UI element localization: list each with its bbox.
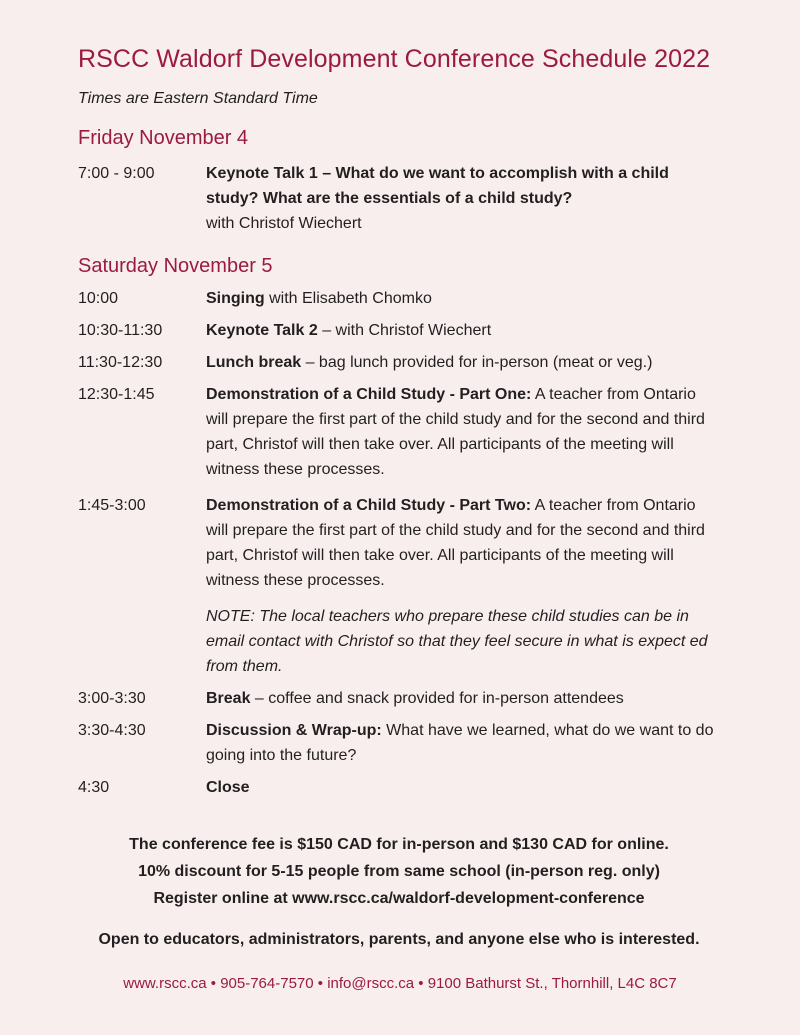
schedule-detail: with Elisabeth Chomko (264, 290, 432, 307)
schedule-description (206, 718, 720, 768)
schedule-title: Demonstration of a Child Study - Part One: (206, 386, 532, 403)
schedule-detail: – coffee and snack provided for in-person attendees (250, 690, 624, 707)
schedule-description (206, 493, 720, 593)
schedule-time: 10:30-11:30 (78, 322, 163, 339)
schedule-title: Keynote Talk 2 (206, 322, 318, 339)
schedule-time: 4:30 (78, 779, 110, 796)
schedule-note-row (78, 604, 720, 679)
schedule-row (78, 382, 720, 482)
schedule-description (206, 350, 720, 375)
audience-note: Open to educators, administrators, parents, and anyone else who is interested. (98, 931, 700, 948)
schedule-description (206, 286, 720, 311)
schedule-row (78, 775, 720, 800)
register-line: Register online at www.rscc.ca/waldorf-development-conference (153, 890, 645, 907)
schedule-row (78, 161, 720, 236)
schedule-row (78, 318, 720, 343)
schedule-time: 3:00-3:30 (78, 690, 146, 707)
fee-line: The conference fee is $150 CAD for in-person and $130 CAD for online. (129, 836, 669, 853)
schedule-detail: – with Christof Wiechert (317, 322, 492, 339)
saturday-heading: Saturday November 5 (78, 255, 273, 277)
schedule-description (206, 161, 720, 236)
schedule-detail: What have we learned, what do we want to do going into the future? (206, 722, 714, 764)
schedule-title: Discussion & Wrap-up: (206, 722, 382, 739)
schedule-time: 11:30-12:30 (78, 354, 163, 371)
schedule-time: 12:30-1:45 (78, 386, 155, 403)
schedule-row (78, 286, 720, 311)
schedule-description (206, 318, 720, 343)
discount-line: 10% discount for 5-15 people from same school (in-person reg. only) (138, 863, 660, 880)
fee-info (78, 831, 720, 912)
friday-heading: Friday November 4 (78, 127, 249, 149)
schedule-row (78, 350, 720, 375)
schedule-detail: A teacher from Ontario will prepare the first part of the child study and for the second and third part, Christof will then take over. All participants of the meeting will witness these processes. (206, 497, 705, 589)
timezone-note: Times are Eastern Standard Time (78, 90, 318, 107)
schedule-row (78, 718, 720, 768)
schedule-time: 7:00 - 9:00 (78, 165, 155, 182)
schedule-time: 1:45-3:00 (78, 497, 146, 514)
schedule-description (206, 382, 720, 482)
schedule-title: Break (206, 690, 251, 707)
schedule-description (206, 775, 720, 800)
schedule-title: Singing (206, 290, 265, 307)
schedule-detail: – bag lunch provided for in-person (meat or veg.) (301, 354, 653, 371)
page-title: RSCC Waldorf Development Conference Schedule 2022 (78, 45, 711, 73)
schedule-time: 3:30-4:30 (78, 722, 146, 739)
schedule-detail: A teacher from Ontario will prepare the first part of the child study and for the second and third part, Christof will then take over. All participants of the meeting will witness these processes. (206, 386, 705, 478)
schedule-description (206, 686, 720, 711)
schedule-time: 10:00 (78, 290, 119, 307)
schedule-note: NOTE: The local teachers who prepare these child studies can be in email contact with Christof so that they feel secure in what is expect ed from them. (206, 608, 708, 675)
schedule-row (78, 686, 720, 711)
schedule-title: Keynote Talk 1 – What do we want to accomplish with a child study? What are the essentials of a child study? (206, 165, 669, 207)
schedule-row (78, 493, 720, 593)
schedule-title: Close (206, 779, 250, 796)
contact-footer: www.rscc.ca • 905-764-7570 • info@rscc.ca • 9100 Bathurst St., Thornhill, L4C 8C7 (123, 975, 677, 992)
schedule-detail: with Christof Wiechert (206, 215, 362, 232)
schedule-title: Lunch break (206, 354, 302, 371)
schedule-title: Demonstration of a Child Study - Part Two: (206, 497, 532, 514)
